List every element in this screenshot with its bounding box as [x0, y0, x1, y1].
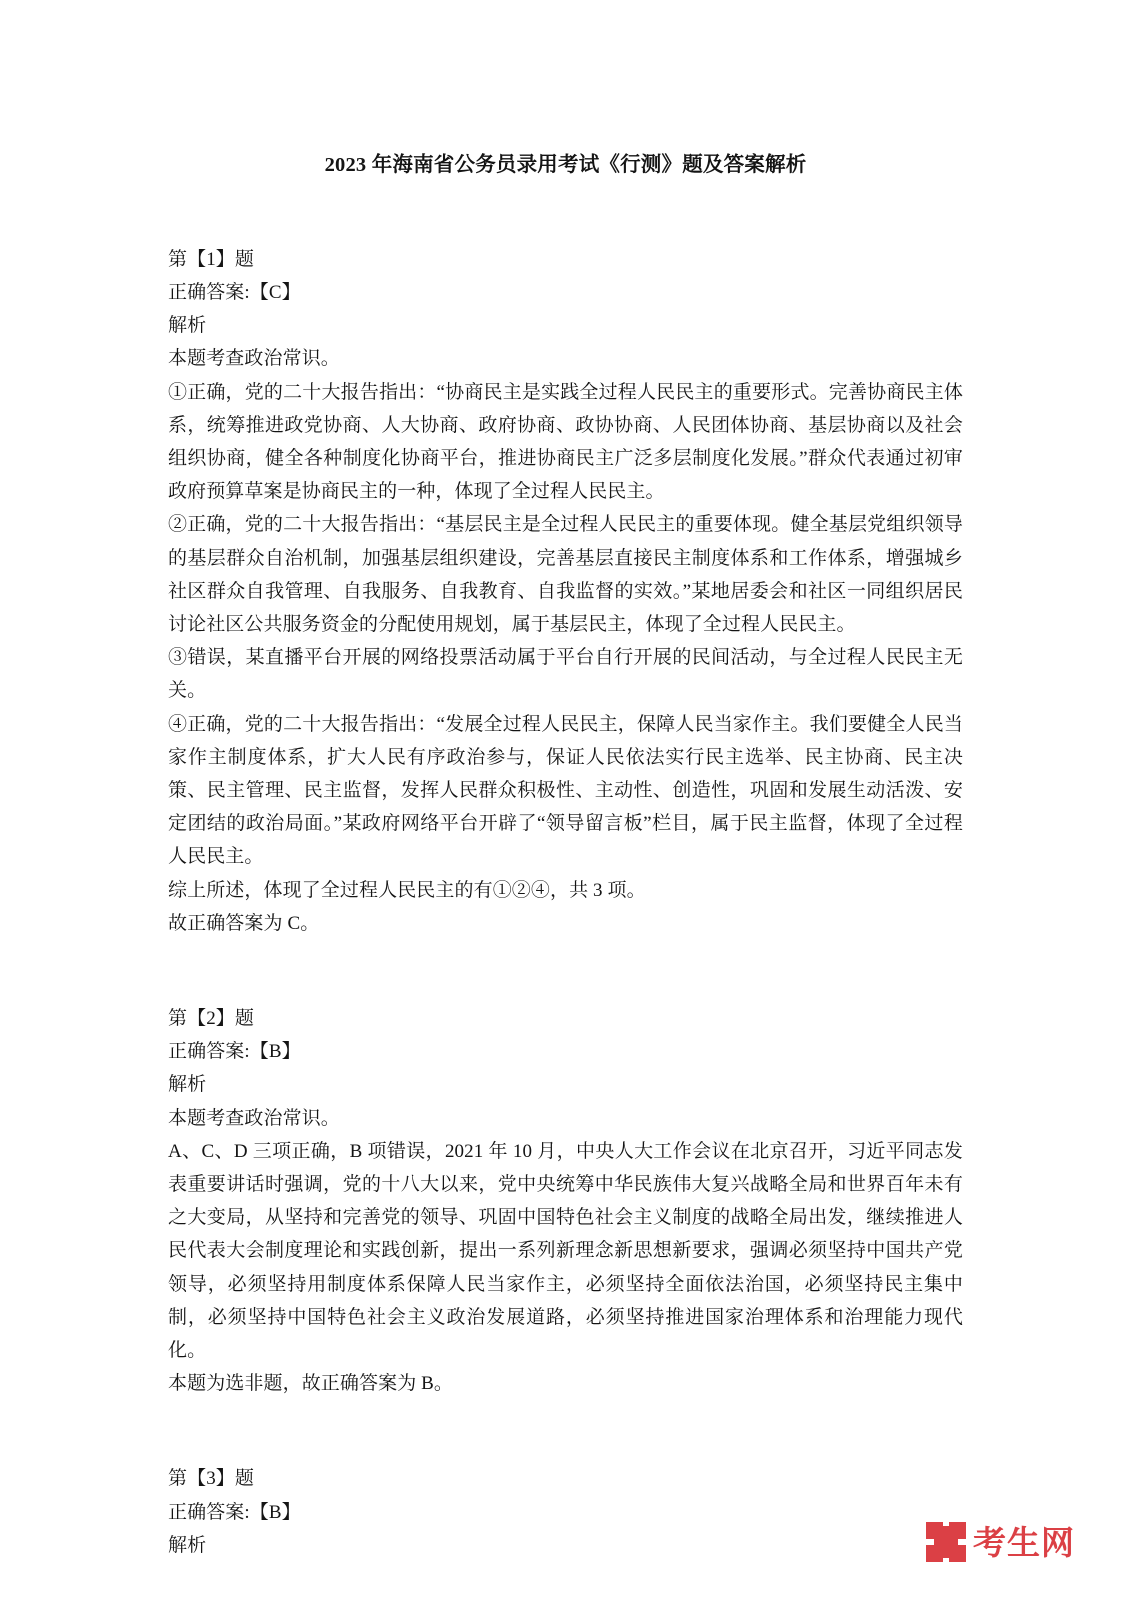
question-gap: [168, 940, 963, 1002]
analysis-conclusion: 故正确答案为 C。: [168, 912, 320, 934]
question-number: 第【1】题: [168, 248, 255, 270]
title-spacer: [168, 181, 963, 243]
analysis-conclusion: 本题为选非题，故正确答案为 B。: [168, 1373, 454, 1395]
analysis-paragraph: ③错误，某直播平台开展的网络投票活动属于平台自行开展的民间活动，与全过程人民民主无关。: [168, 647, 963, 702]
question-block-1: [168, 243, 963, 940]
question-number: 第【3】题: [168, 1468, 255, 1490]
kaoshengwang-logo-icon: [926, 1522, 966, 1562]
analysis-heading: 解析: [168, 1534, 207, 1556]
analysis-heading: 解析: [168, 315, 207, 337]
analysis-paragraph: ①正确，党的二十大报告指出：“协商民主是实践全过程人民民主的重要形式。完善协商民主体系，统筹推进政党协商、人大协商、政府协商、政协协商、人民团体协商、基层协商以及社会组织协商，健全各种制度化协商平台，推进协商民主广泛多层制度化发展。”群众代表通过初审政府预算草案是协商民主的一种，体现了全过程人民民主。: [168, 381, 963, 503]
question-answer: 正确答案:【B】: [168, 1501, 301, 1523]
analysis-heading: 解析: [168, 1074, 207, 1096]
analysis-paragraph: 本题考查政治常识。: [168, 1107, 340, 1129]
page-title: 2023 年海南省公务员录用考试《行测》题及答案解析: [324, 154, 807, 176]
analysis-paragraph: A、C、D 三项正确，B 项错误，2021 年 10 月，中央人大工作会议在北京召开，习近平同志发表重要讲话时强调，党的十八大以来，党中央统筹中华民族伟大复兴战略全局和世界百年未有之大变局，从坚持和完善党的领导、巩固中国特色社会主义制度的战略全局出发，继续推进人民代表大会制度理论和实践创新，提出一系列新理念新思想新要求，强调必须坚持中国共产党领导，必须坚持用制度体系保障人民当家作主，必须坚持全面依法治国，必须坚持民主集中制，必须坚持中国特色社会主义政治发展道路，必须坚持推进国家治理体系和治理能力现代化。: [168, 1140, 963, 1362]
watermark-text: 考生网: [973, 1523, 1075, 1561]
analysis-paragraph: ④正确，党的二十大报告指出：“发展全过程人民民主，保障人民当家作主。我们要健全人民当家作主制度体系，扩大人民有序政治参与，保证人民依法实行民主选举、民主协商、民主决策、民主管理、民主监督，发挥人民群众积极性、主动性、创造性，巩固和发展生动活泼、安定团结的政治局面。”某政府网络平台开辟了“领导留言板”栏目，属于民主监督，体现了全过程人民民主。: [168, 713, 963, 868]
question-block-3: [168, 1462, 963, 1562]
question-answer: 正确答案:【C】: [168, 281, 301, 303]
watermark: [926, 1522, 1075, 1562]
question-gap: [168, 1400, 963, 1462]
question-block-2: [168, 1002, 963, 1400]
analysis-paragraph: 本题考查政治常识。: [168, 348, 340, 370]
question-answer: 正确答案:【B】: [168, 1041, 301, 1063]
analysis-paragraph: ②正确，党的二十大报告指出：“基层民主是全过程人民民主的重要体现。健全基层党组织领导的基层群众自治机制，加强基层组织建设，完善基层直接民主制度体系和工作体系，增强城乡社区群众自我管理、自我服务、自我教育、自我监督的实效。”某地居委会和社区一同组织居民讨论社区公共服务资金的分配使用规划，属于基层民主，体现了全过程人民民主。: [168, 514, 963, 635]
analysis-paragraph: 综上所述，体现了全过程人民民主的有①②④，共 3 项。: [168, 879, 646, 901]
question-number: 第【2】题: [168, 1008, 255, 1030]
